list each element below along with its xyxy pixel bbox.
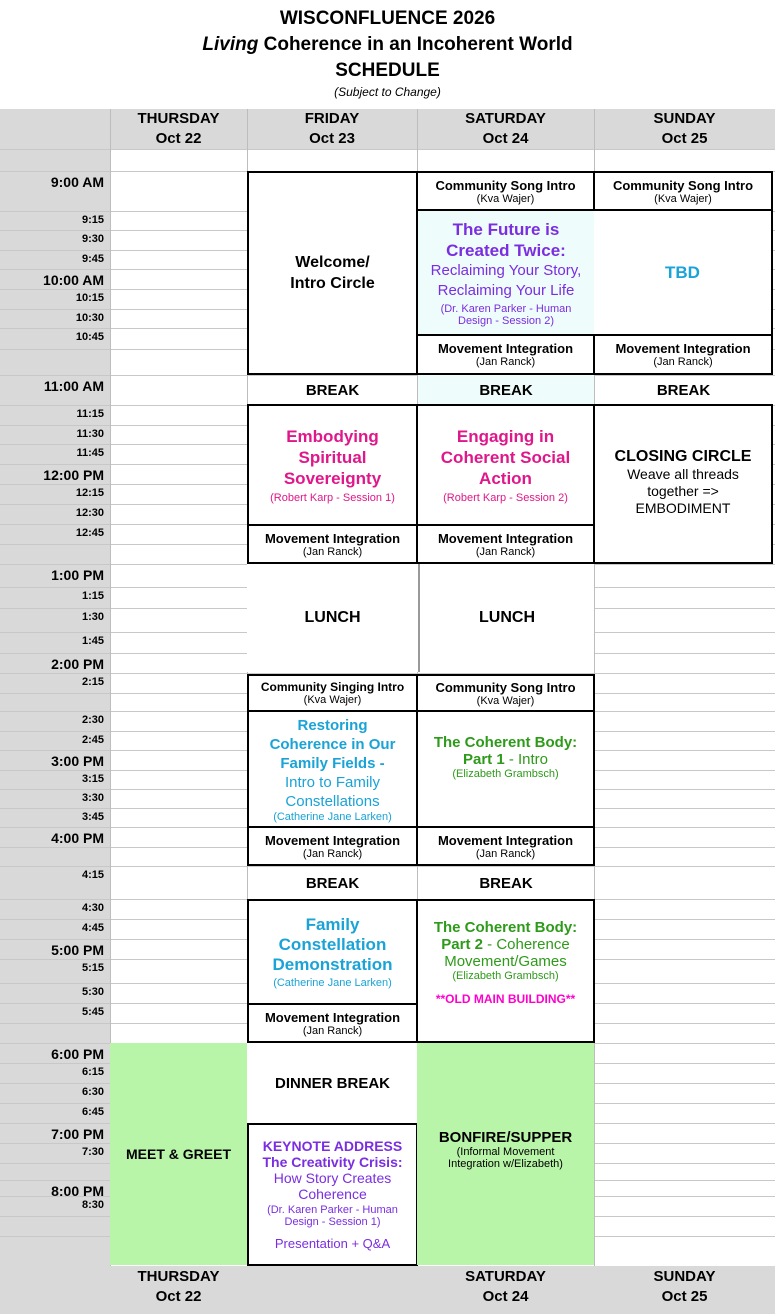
sat-movement-1: Movement Integration (Jan Ranck) (416, 334, 595, 375)
day-header-thursday: THURSDAY Oct 22 (137, 110, 220, 147)
time-label: 9:15 (81, 214, 104, 226)
schedule-heading: SCHEDULE (335, 60, 440, 81)
time-label: 11:45 (76, 447, 104, 459)
time-label: 5:30 (81, 986, 104, 998)
sat-lunch: LUNCH (418, 564, 594, 672)
time-label: 3:45 (81, 811, 104, 823)
sun-break: BREAK (656, 381, 711, 399)
time-label: 3:30 (81, 792, 104, 804)
time-label: 5:00 PM (51, 942, 104, 958)
time-label: 11:00 AM (43, 378, 104, 394)
day-header-saturday: SATURDAY Oct 24 (465, 110, 546, 147)
sun-movement: Movement Integration (Jan Ranck) (593, 334, 773, 375)
fri-movement-3: Movement Integration (Jan Ranck) (247, 1003, 418, 1043)
time-label: 9:30 (81, 233, 104, 245)
fri-movement-1: Movement Integration (Jan Ranck) (247, 524, 418, 564)
fri-break-2: BREAK (305, 874, 360, 892)
time-label: 2:00 PM (51, 656, 104, 672)
sat-break-1: BREAK (418, 375, 594, 405)
time-label: 12:00 PM (43, 467, 104, 483)
schedule-title: WISCONFLUENCE 2026 (279, 8, 496, 29)
day-footer-friday (247, 1266, 417, 1308)
time-label: 10:45 (75, 331, 104, 343)
time-label: 4:15 (81, 869, 104, 881)
sat-coherent-body-2: The Coherent Body: Part 2 - Coherence Movement/Games (Elizabeth Grambsch) **OLD MAIN BUILDING** (416, 899, 595, 1043)
sat-song-intro: Community Song Intro (Kva Wajer) (416, 171, 595, 211)
time-label: 5:15 (81, 962, 104, 974)
time-label: 6:45 (81, 1106, 104, 1118)
fri-welcome-circle: Welcome/ Intro Circle (247, 171, 418, 375)
fri-restoring-coherence: Restoring Coherence in Our Family Fields - Intro to Family Constellations (Catherine Jane Larken) (247, 710, 418, 828)
time-label: 6:15 (81, 1066, 104, 1078)
time-label: 12:45 (75, 527, 104, 539)
time-label: 8:30 (81, 1199, 104, 1211)
sat-movement-3: Movement Integration (Jan Ranck) (416, 826, 595, 866)
sat-song-intro-2: Community Song Intro (Kva Wajer) (416, 674, 595, 712)
sat-future-created-twice: The Future is Created Twice: Reclaiming Your Story, Reclaiming Your Life (Dr. Karen Parker - Human Design - Session 2) (418, 211, 594, 335)
fri-break-1: BREAK (305, 381, 360, 399)
time-label: 2:15 (81, 676, 104, 688)
time-label: 1:15 (81, 590, 104, 602)
time-label: 10:15 (75, 292, 104, 304)
sun-closing-circle: CLOSING CIRCLE Weave all threads together => EMBODIMENT (593, 404, 773, 564)
sat-bonfire-supper: BONFIRE/SUPPER (Informal Movement Integration w/Elizabeth) (417, 1043, 594, 1265)
time-label: 9:00 AM (50, 174, 104, 190)
day-footer-saturday: SATURDAY Oct 24 (465, 1268, 546, 1305)
time-label: 11:30 (76, 428, 104, 440)
sat-movement-2: Movement Integration (Jan Ranck) (416, 524, 595, 564)
time-label: 10:00 AM (43, 272, 104, 288)
day-footer-thursday: THURSDAY Oct 22 (137, 1268, 220, 1305)
sat-engaging-session: Engaging in Coherent Social Action (Robert Karp - Session 2) (416, 404, 595, 526)
time-label: 7:30 (81, 1146, 104, 1158)
time-label: 9:45 (81, 253, 104, 265)
time-label: 3:00 PM (51, 753, 104, 769)
grid-line (0, 149, 775, 150)
time-label: 2:45 (81, 734, 104, 746)
sat-break-2: BREAK (479, 874, 533, 892)
time-label: 12:15 (75, 487, 104, 499)
sun-song-intro: Community Song Intro (Kva Wajer) (593, 171, 773, 211)
sat-coherent-body-1: The Coherent Body: Part 1 - Intro (Elizabeth Grambsch) (416, 710, 595, 828)
time-label: 4:45 (81, 922, 104, 934)
time-label: 4:00 PM (51, 830, 104, 846)
time-label: 2:30 (81, 714, 104, 726)
time-label: 1:45 (81, 635, 104, 647)
time-label: 5:45 (81, 1006, 104, 1018)
time-label: 6:00 PM (51, 1046, 104, 1062)
fri-lunch: LUNCH (247, 564, 418, 672)
day-header-sunday: SUNDAY Oct 25 (653, 110, 716, 147)
schedule-disclaimer: (Subject to Change) (334, 85, 441, 99)
time-label: 10:30 (75, 312, 104, 324)
time-label: 8:00 PM (51, 1183, 104, 1199)
time-label: 11:15 (76, 408, 104, 420)
fri-family-constellation: Family Constellation Demonstration (Catherine Jane Larken) (247, 899, 418, 1005)
schedule-subtitle: Living Coherence in an Incoherent World (202, 34, 573, 55)
day-header-friday: FRIDAY Oct 23 (304, 110, 360, 147)
time-label: 12:30 (75, 507, 104, 519)
fri-dinner-break: DINNER BREAK (247, 1043, 418, 1123)
time-label: 1:00 PM (51, 567, 104, 583)
thu-meet-greet: MEET & GREET (110, 1043, 247, 1265)
time-label: 4:30 (81, 902, 104, 914)
fri-embodying-session: Embodying Spiritual Sovereignty (Robert Karp - Session 1) (247, 404, 418, 526)
sun-tbd: TBD (594, 211, 773, 335)
time-label: 7:00 PM (51, 1126, 104, 1142)
fri-community-singing: Community Singing Intro (Kva Wajer) (247, 674, 418, 712)
time-label: 6:30 (81, 1086, 104, 1098)
time-label: 3:15 (81, 773, 104, 785)
fri-keynote: KEYNOTE ADDRESS The Creativity Crisis: How Story Creates Coherence (Dr. Karen Parker - Human Design - Session 1) Presentation + Q&A (247, 1123, 418, 1266)
day-footer-sunday: SUNDAY Oct 25 (653, 1268, 716, 1305)
time-label: 1:30 (81, 611, 104, 623)
fri-movement-2: Movement Integration (Jan Ranck) (247, 826, 418, 866)
